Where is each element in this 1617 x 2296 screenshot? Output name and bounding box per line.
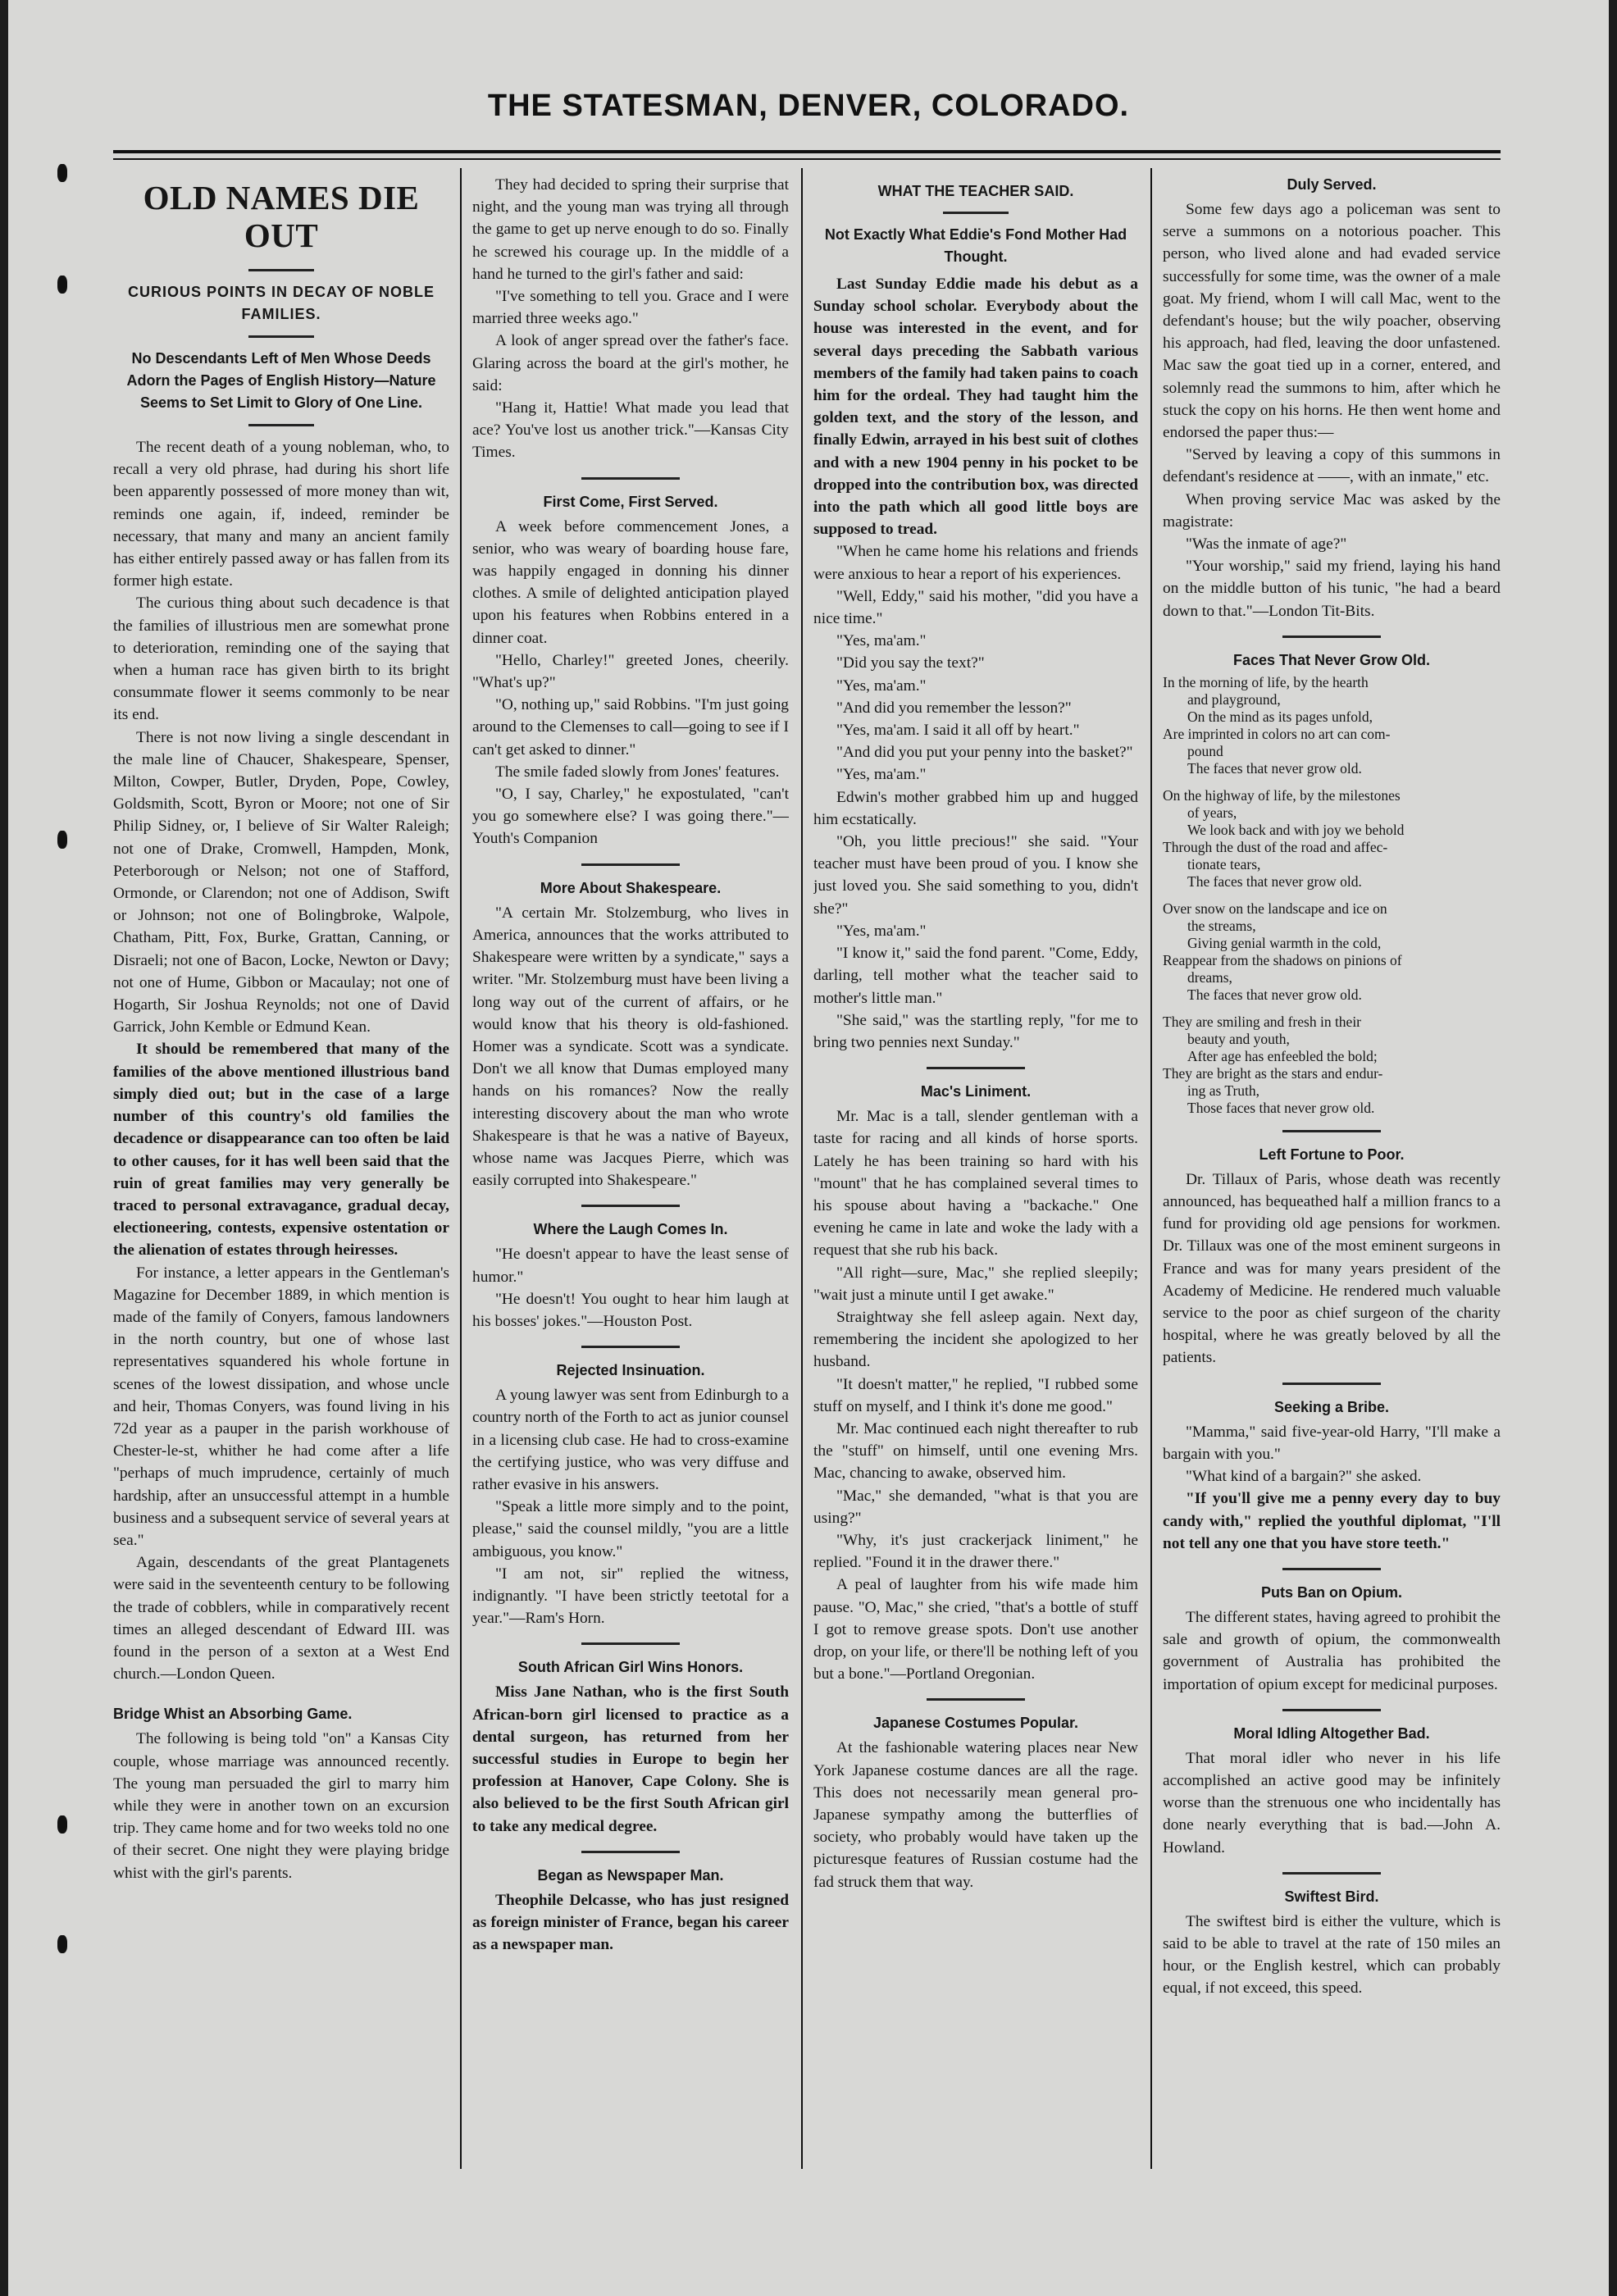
column-3 — [813, 174, 1138, 2232]
deck: Not Exactly What Eddie's Fond Mother Had Thought. — [824, 226, 1127, 265]
masthead-rule — [113, 150, 1501, 153]
paragraph: A week before commencement Jones, a senior, who was weary of boarding house fare, was happily engaged in donning his dinner clothes. A smile of delighted anticipation played upon his features when Robbins entered in a dinner coat. — [472, 517, 789, 647]
paragraph: "Was the inmate of age?" — [1186, 535, 1347, 554]
article-heading: Began as Newspaper Man. — [537, 1866, 724, 1884]
deck: No Descendants Left of Men Whose Deeds Adorn the Pages of English History—Nature Seems to Set Limit to Glory of One Line. — [126, 350, 436, 411]
paragraph: "What kind of a bargain?" she asked. — [1186, 1468, 1422, 1486]
paragraph: There is not now living a single descendant in the male line of Chaucer, Shakespeare, Spenser, Milton, Cowper, Butler, Dryden, Pope, Cowley, Goldsmith, Scott, Byron or Moore; not one of Sir Philip Sidney, or, I believe of Sir Walter Raleigh; not one of Drake, Cromwell, Hampden, Monk, Peterborough or Nelson; not one of Stafford, Ormonde, or Clarendon; not one of Addison, Swift or Johnson; not one of Bolingbroke, Walpole, Chatham, Pitt, Fox, Burke, Grattan, Canning, or Disraeli; not one of Bacon, Locke, Newton or Davy; not one of Hume, Gibbon or Macaulay; not one of Hogarth, Sir Joshua Reynolds; not one of David Garrick, John Kemble or Edmund Kean. — [113, 728, 449, 1036]
paragraph: The swiftest bird is either the vulture, which is said to be able to travel at the rate of 150 miles an hour, or the English kestrel, which can probably equal, if not exceed, this speed. — [1163, 1912, 1501, 1998]
divider — [927, 1067, 1025, 1069]
paragraph: The following is being told "on" a Kansas City couple, whose marriage was announced recently. The young man persuaded the girl to marry him while they were in another town on an excursion trip. They came home and for two weeks told no one of their secret. One night they were playing bridge whist with the girl's parents. — [113, 1730, 449, 1882]
poem-line: On the highway of life, by the milestones — [1163, 786, 1401, 804]
article-heading: WHAT THE TEACHER SAID. — [877, 183, 1074, 199]
column-rule — [460, 168, 462, 2169]
poem-line: In the morning of life, by the hearth — [1163, 673, 1369, 690]
divider — [1282, 1872, 1381, 1875]
paragraph: A young lawyer was sent from Edinburgh to a country north of the Forth to act as junior counsel in a licensing club case. He had to cross-examine the certifying justice, who was very diffuse and rather evasive in his answers. — [472, 1387, 789, 1493]
divider — [581, 1205, 680, 1207]
column-rule — [801, 168, 803, 2169]
paragraph: The smile faded slowly from Jones' features. — [495, 763, 780, 781]
paragraph: "I know it," said the fond parent. "Come, Eddy, darling, tell mother what the teacher said to mother's little man." — [813, 945, 1138, 1007]
divider — [1282, 1568, 1381, 1570]
paragraph: "When he came home his relations and friends were anxious to hear a report of his experiences. — [813, 543, 1138, 583]
paragraph: "He doesn't! You ought to hear him laugh at his bosses' jokes."—Houston Post. — [472, 1290, 789, 1330]
paragraph: The curious thing about such decadence is that the families of illustrious men are somewhat prone to deterioration, reminding one of the saying that when a human race has given birth to its bright consummate flower it seems commonly to be near its end. — [113, 594, 449, 724]
paragraph: For instance, a letter appears in the Gentleman's Magazine for December 1889, in which mention is made of the family of Conyers, famous landowners in the north country, but one of whose last representatives squandered his whole fortune in scenes of the lowest dissipation, and whose uncle and heir, Thomas Conyers, was found living in his 72d year as a pauper in the parish workhouse of Chester-le-st, whither he had come after a life "perhaps of much imprudence, certainly of much hardship, after an unsuccessful attempt in a humble business and a subsequent service of several years at sea." — [113, 1264, 449, 1549]
article-heading: Puts Ban on Opium. — [1260, 1583, 1402, 1601]
article-heading: Bridge Whist an Absorbing Game. — [113, 1706, 353, 1723]
binding-hole — [57, 1935, 67, 1953]
paragraph: The different states, having agreed to prohibit the sale and growth of opium, the commonwealth government of Australia has prohibited the importation of opium except for medicinal purposes. — [1163, 1608, 1501, 1693]
paragraph: Mr. Mac is a tall, slender gentleman with a taste for racing and all kinds of horse sports. Lately he has been training so hard with his "mount" that he has complained several times to his spouse about having a "backache." One evening he came in late and woke the lady with a request that she rub his back. — [813, 1108, 1138, 1260]
paragraph: "Mac," she demanded, "what is that you are using?" — [813, 1487, 1138, 1527]
divider — [581, 477, 680, 480]
paragraph: "Yes, ma'am." — [836, 676, 927, 695]
binding-hole — [57, 276, 67, 294]
poem-line: They are smiling and fresh in their — [1163, 1013, 1362, 1030]
column-2 — [472, 174, 789, 2232]
binding-hole — [57, 1815, 67, 1834]
paragraph: "All right—sure, Mac," she replied sleepily; "wait just a minute until I get awake." — [813, 1264, 1138, 1304]
paragraph: A look of anger spread over the father's face. Glaring across the board at the girl's mother, he said: — [472, 332, 789, 394]
paragraph: "Well, Eddy," said his mother, "did you have a nice time." — [813, 587, 1138, 628]
divider — [943, 212, 1009, 214]
paragraph: A peal of laughter from his wife made him pause. "O, Mac," she cried, "that's a bottle of stuff I got to remove grease spots. Don't use another drop, on your life, or there'll be nothing left of you but a bone."—Portland Oregonian. — [813, 1576, 1138, 1683]
divider — [248, 269, 314, 271]
paragraph: "A certain Mr. Stolzemburg, who lives in America, announces that the works attributed to Shakespeare were written by a syndicate," says a writer. "Mr. Stolzemburg must have been living a long way out of the current of affairs, or he would know that his theory is old-fashioned. Homer was a syndicate. Scott was a syndicate. Don't we all know that Dumas employed many hands on his romances? Now the really interesting discovery about the man who wrote Shakespeare is that he was a native of Bayeux, whose name was Jacques Pierre, which was easily corrupted into Shakespeare." — [472, 904, 789, 1190]
paragraph: "She said," was the startling reply, "for me to bring two pennies next Sunday." — [813, 1011, 1138, 1051]
poem-line: Are imprinted in colors no art can com- — [1163, 725, 1391, 742]
paragraph: Some few days ago a policeman was sent to serve a summons on a notorious poacher. This person, who lived alone and had evaded service successfully for some time, was the owner of a male goat. My friend, whom I will call Mac, went to the defendant's house; but the wily poacher, observing his approach, had fled, leaving the door unfastened. Mac saw the goat tied up in a corner, entered, and solemnly read the summons to him, after which he stuck the copy on his horns. He then went home and endorsed the paper thus:— — [1163, 201, 1501, 442]
paragraph: Miss Jane Nathan, who is the first South African-born girl licensed to practice as a dental surgeon, has returned from her successful studies in Europe to begin her profession at Hanover, Cape Colony. She is also believed to be the first South African girl to take any medical degree. — [472, 1683, 789, 1835]
paragraph: "Yes, ma'am. I said it all off by heart." — [836, 722, 1080, 740]
divider — [1282, 636, 1381, 638]
article-heading: South African Girl Wins Honors. — [517, 1659, 744, 1676]
paragraph: "Your worship," said my friend, laying his hand on the middle button of his tunic, "he had a beard down to that."—London Tit-Bits. — [1163, 558, 1501, 620]
poem-line: They are bright as the stars and endur- — [1163, 1064, 1383, 1082]
paragraph: At the fashionable watering places near New York Japanese costume dances are all the rage. This does not necessarily mean general pro-Japanese sympathy among the butterflies of society, who probably would have taken up the picturesque features of Russian costume had the fad struck them that way. — [813, 1739, 1138, 1891]
poem-line: and playground, — [1187, 690, 1281, 708]
divider — [927, 1698, 1025, 1701]
paragraph: Straightway she fell asleep again. Next day, remembering the incident she apologized to her husband. — [813, 1308, 1138, 1371]
poem-line: Over snow on the landscape and ice on — [1163, 900, 1387, 917]
article-heading: Swiftest Bird. — [1284, 1888, 1379, 1905]
paragraph: "It doesn't matter," he replied, "I rubbed some stuff on myself, and I think it's done me good." — [813, 1375, 1138, 1415]
paragraph: They had decided to spring their surprise that night, and the young man was trying all through the game to get up nerve enough to do so. Finally he screwed his courage up. In the middle of a hand he turned to the girl's father and said: — [472, 176, 789, 283]
article-heading: Left Fortune to Poor. — [1259, 1146, 1405, 1163]
poem-line: ing as Truth, — [1187, 1082, 1260, 1099]
paragraph: "O, I say, Charley," he expostulated, "can't you go somewhere else? I was going there."—Youth's Companion — [472, 786, 789, 848]
poem-line: Giving genial warmth in the cold, — [1187, 934, 1382, 951]
divider — [581, 863, 680, 866]
poem-line: The faces that never grow old. — [1187, 872, 1362, 890]
article-heading: Where the Laugh Comes In. — [533, 1221, 728, 1238]
paragraph: Last Sunday Eddie made his debut as a Sunday school scholar. Everybody about the house was interested in the event, and for several days preceding the Sabbath various members of the family had taken pains to coach him for the ordeal. They had taught him the golden text, and the story of the lesson, and finally Edwin, arrayed in his best suit of clothes and with a new 1904 penny in his pocket to be dropped into the contribution box, was directed into the path which all good little boys are supposed to tread. — [813, 276, 1138, 539]
paragraph: "O, nothing up," said Robbins. "I'm just going around to the Clemenses to call—going to see if I can't get asked to dinner." — [472, 696, 789, 758]
masthead-rule — [113, 158, 1501, 160]
poem-line: After age has enfeebled the bold; — [1187, 1047, 1378, 1064]
poem — [1163, 674, 1501, 1117]
masthead: THE STATESMAN, DENVER, COLORADO. — [487, 89, 1130, 123]
paragraph: Dr. Tillaux of Paris, whose death was recently announced, has bequeathed half a million francs to a fund for providing old age pensions for workmen. Dr. Tillaux was one of the most eminent surgeons in France and was for many years president of the Academy of Medicine. He rendered much valuable service to the poor as chief surgeon of the charity hospital, where he was greatly beloved by all the patients. — [1163, 1170, 1501, 1367]
article-heading: Seeking a Bribe. — [1273, 1398, 1390, 1415]
headline: OLD NAMES DIE OUT — [143, 179, 420, 254]
paragraph: "Yes, ma'am." — [836, 766, 927, 784]
paragraph: "Hang it, Hattie! What made you lead that ace? You've lost us another trick."—Kansas City Times. — [472, 399, 789, 462]
column-4 — [1163, 174, 1501, 2232]
paragraph: Edwin's mother grabbed him up and hugged him ecstatically. — [813, 788, 1138, 828]
divider — [1282, 1383, 1381, 1385]
article-heading: Moral Idling Altogether Bad. — [1233, 1724, 1430, 1742]
divider — [1282, 1130, 1381, 1132]
column-rule — [1150, 168, 1152, 2169]
paragraph: "Yes, ma'am." — [836, 632, 927, 650]
article-heading: Faces That Never Grow Old. — [1232, 651, 1431, 668]
poem-line: Reappear from the shadows on pinions of — [1163, 951, 1402, 968]
paragraph: When proving service Mac was asked by the magistrate: — [1163, 490, 1501, 531]
poem-line: Through the dust of the road and affec- — [1163, 838, 1388, 855]
column-1 — [113, 174, 449, 2232]
article-heading: Rejected Insinuation. — [556, 1362, 705, 1379]
paragraph: "If you'll give me a penny every day to buy candy with," replied the youthful diplomat, "I'll not tell any one that you have store teeth." — [1163, 1490, 1501, 1552]
article-heading: Mac's Liniment. — [920, 1083, 1032, 1100]
poem-line: We look back and with joy we behold — [1187, 821, 1405, 838]
paragraph: "Speak a little more simply and to the point, please," said the counsel mildly, "you are a little ambiguous, you know." — [472, 1498, 789, 1560]
paragraph: Mr. Mac continued each night thereafter to rub the "stuff" on himself, until one evening Mrs. Mac, chancing to awake, observed him. — [813, 1419, 1138, 1483]
poem-line: tionate tears, — [1187, 855, 1261, 872]
subheadline: CURIOUS POINTS IN DECAY OF NOBLE FAMILIES. — [127, 284, 435, 322]
poem-line: The faces that never grow old. — [1187, 986, 1362, 1003]
divider — [581, 1642, 680, 1645]
paragraph: "And did you remember the lesson?" — [836, 699, 1072, 717]
article-heading: Japanese Costumes Popular. — [872, 1715, 1079, 1732]
poem-line: beauty and youth, — [1187, 1030, 1290, 1047]
paragraph: Theophile Delcasse, who has just resigned as foreign minister of France, began his career as a newspaper man. — [472, 1891, 789, 1954]
paragraph: "Oh, you little precious!" she said. "Your teacher must have been proud of you. I know she just loved you. She said something to you, didn't she?" — [813, 833, 1138, 918]
paragraph: "I am not, sir" replied the witness, indignantly. "I have been strictly teetotal for a year."—Ram's Horn. — [472, 1565, 789, 1628]
paragraph: "Served by leaving a copy of this summons in defendant's residence at ——, with an inmate," etc. — [1163, 446, 1501, 486]
paragraph: "Did you say the text?" — [836, 654, 985, 672]
paragraph: Again, descendants of the great Plantagenets were said in the seventeenth century to be following the trade of cobblers, while in comparatively recent times an alleged descendant of Edward III. was found in the person of a sexton at a West End church.—London Queen. — [113, 1554, 449, 1683]
poem-line: dreams, — [1187, 968, 1232, 986]
poem-line: of years, — [1187, 804, 1237, 821]
paragraph: "And did you put your penny into the basket?" — [836, 744, 1133, 762]
binding-hole — [57, 164, 67, 182]
divider — [248, 335, 314, 338]
article-heading: First Come, First Served. — [543, 493, 718, 510]
poem-line: The faces that never grow old. — [1187, 759, 1362, 777]
paragraph: "Yes, ma'am." — [836, 922, 927, 940]
article-heading: Duly Served. — [1287, 176, 1377, 193]
article-heading: More About Shakespeare. — [540, 879, 722, 896]
divider — [581, 1851, 680, 1853]
poem-line: pound — [1187, 742, 1223, 759]
poem-line: Those faces that never grow old. — [1187, 1099, 1375, 1116]
paragraph: That moral idler who never in his life accomplished an active good may be infinitely worse than the strenuous one who incidentally has done nearly everything that is bad.—John A. Howland. — [1163, 1749, 1501, 1856]
paragraph: "He doesn't appear to have the least sense of humor." — [472, 1246, 789, 1286]
poem-line: the streams, — [1187, 917, 1256, 934]
paragraph: "Hello, Charley!" greeted Jones, cheerily. "What's up?" — [472, 651, 789, 692]
divider — [248, 424, 314, 426]
poem-line: On the mind as its pages unfold, — [1187, 708, 1373, 725]
binding-hole — [57, 831, 67, 849]
paragraph: "Mamma," said five-year-old Harry, "I'll make a bargain with you." — [1163, 1423, 1501, 1463]
paragraph: "I've something to tell you. Grace and I were married three weeks ago." — [472, 288, 789, 328]
divider — [1282, 1709, 1381, 1711]
divider — [581, 1346, 680, 1348]
newspaper-page — [8, 0, 1609, 2296]
paragraph: The recent death of a young nobleman, who, to recall a very old phrase, had during his short life been apparently possessed of more money than wit, reminds one again, if, indeed, reminder be necessary, that many and many an ancient family has either entirely passed away or has fallen from its former high estate. — [113, 439, 449, 590]
paragraph: It should be remembered that many of the families of the above mentioned illustrious band simply died out; but in the case of a large number of this country's old families the decadence or disappearance can too often be laid to other causes, for it has well been said that the ruin of great families may very generally be traced to personal extravagance, gradual decay, electioneering, contests, expensive ostentation or the alienation of estates through heiresses. — [113, 1041, 449, 1260]
paragraph: "Why, it's just crackerjack liniment," he replied. "Found it in the drawer there." — [813, 1531, 1138, 1572]
